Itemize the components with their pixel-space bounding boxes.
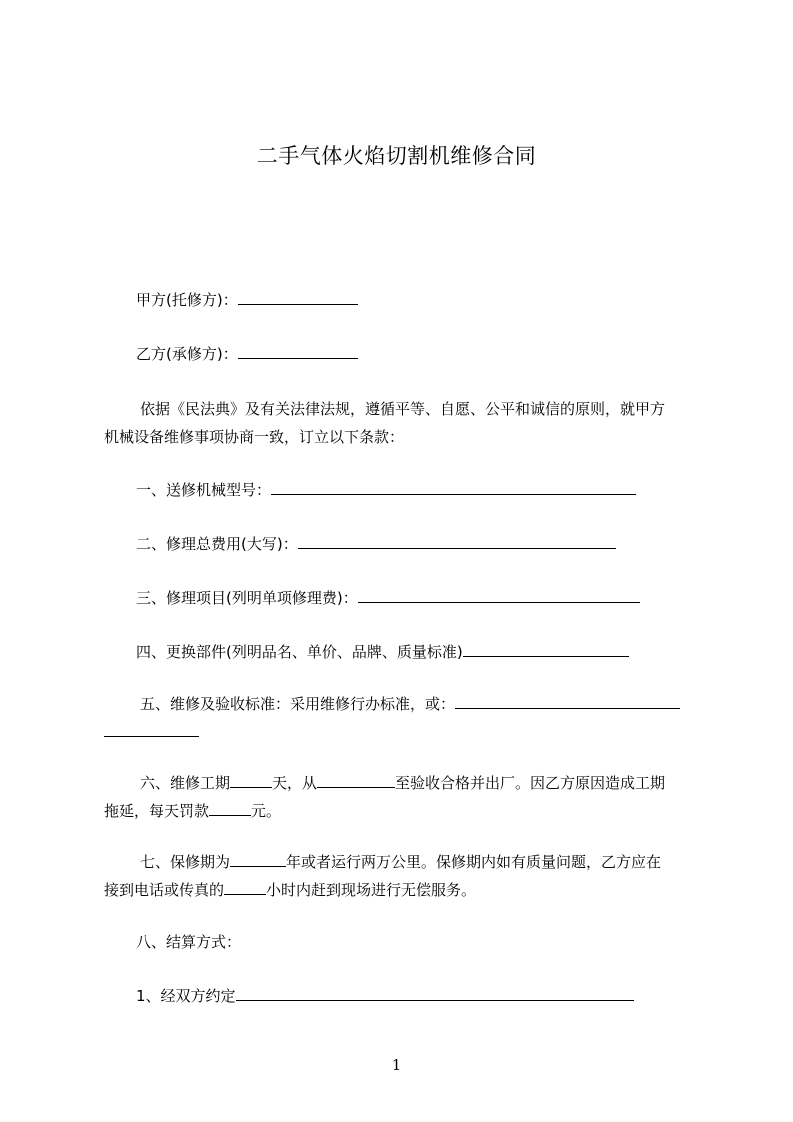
acceptance-standard-blank-cont[interactable] xyxy=(104,722,199,737)
intro-line-2: 机械设备维修事项协商一致，订立以下条款： xyxy=(104,428,405,446)
clause-2-label: 二、修理总费用(大写)： xyxy=(136,535,298,553)
party-a-line xyxy=(136,285,736,315)
start-date-blank[interactable] xyxy=(317,773,395,788)
clause-1 xyxy=(136,475,736,505)
party-a-blank[interactable] xyxy=(238,290,358,305)
replaced-parts-blank[interactable] xyxy=(463,642,629,657)
clause-4-label: 四、更换部件(列明品名、单价、品牌、质量标准) xyxy=(136,643,463,661)
clause-5-continued xyxy=(104,717,704,747)
contract-title: 二手气体火焰切割机维修合同 xyxy=(256,144,537,168)
party-b-blank[interactable] xyxy=(238,344,358,359)
acceptance-standard-blank[interactable] xyxy=(455,694,680,709)
clause-3-label: 三、修理项目(列明单项修理费)： xyxy=(136,589,358,607)
clause-6-continued xyxy=(104,796,704,826)
party-b-label: 乙方(承修方)： xyxy=(136,345,238,363)
clause-4 xyxy=(136,637,736,667)
clause-8-item-1 xyxy=(136,981,736,1011)
clause-7-label: 七、保修期为 xyxy=(140,853,231,871)
clause-1-label: 一、送修机械型号： xyxy=(136,481,272,499)
clause-7-continued xyxy=(104,875,704,905)
clause-8-item-1-label: 1、经双方约定 xyxy=(136,987,236,1005)
clause-5-label: 五、维修及验收标准：采用维修行办标准，或： xyxy=(140,695,456,713)
clause-6-label: 六、维修工期 xyxy=(140,774,231,792)
warranty-years-blank[interactable] xyxy=(230,852,286,867)
clause-5 xyxy=(140,689,740,719)
daily-penalty-blank[interactable] xyxy=(209,801,251,816)
clause-7-text-b: 年或者运行两万公里。保修期内如有质量问题，乙方应在 xyxy=(286,853,662,871)
repair-items-blank[interactable] xyxy=(358,588,640,603)
clause-6-text-d: 拖延，每天罚款 xyxy=(104,802,210,820)
clause-8: 八、结算方式： xyxy=(136,933,242,951)
clause-3 xyxy=(136,583,736,613)
clause-6-text-c: 至验收合格并出厂。因乙方原因造成工期 xyxy=(395,774,666,792)
page-number: 1 xyxy=(391,1056,402,1074)
response-hours-blank[interactable] xyxy=(224,880,266,895)
intro-line-1: 依据《民法典》及有关法律法规，遵循平等、自愿、公平和诚信的原则，就甲方 xyxy=(140,400,666,418)
work-days-blank[interactable] xyxy=(230,773,272,788)
clause-7 xyxy=(140,847,740,877)
clause-6 xyxy=(140,768,740,798)
party-b-line xyxy=(136,339,736,369)
party-a-label: 甲方(托修方)： xyxy=(136,291,238,309)
clause-7-text-d: 小时内赶到现场进行无偿服务。 xyxy=(266,881,477,899)
clause-2 xyxy=(136,529,736,559)
clause-6-text-b: 天，从 xyxy=(272,774,318,792)
machine-model-blank[interactable] xyxy=(271,480,636,495)
settlement-blank[interactable] xyxy=(236,986,634,1001)
total-fee-blank[interactable] xyxy=(298,534,616,549)
clause-6-text-e: 元。 xyxy=(251,802,282,820)
clause-7-text-c: 接到电话或传真的 xyxy=(104,881,225,899)
